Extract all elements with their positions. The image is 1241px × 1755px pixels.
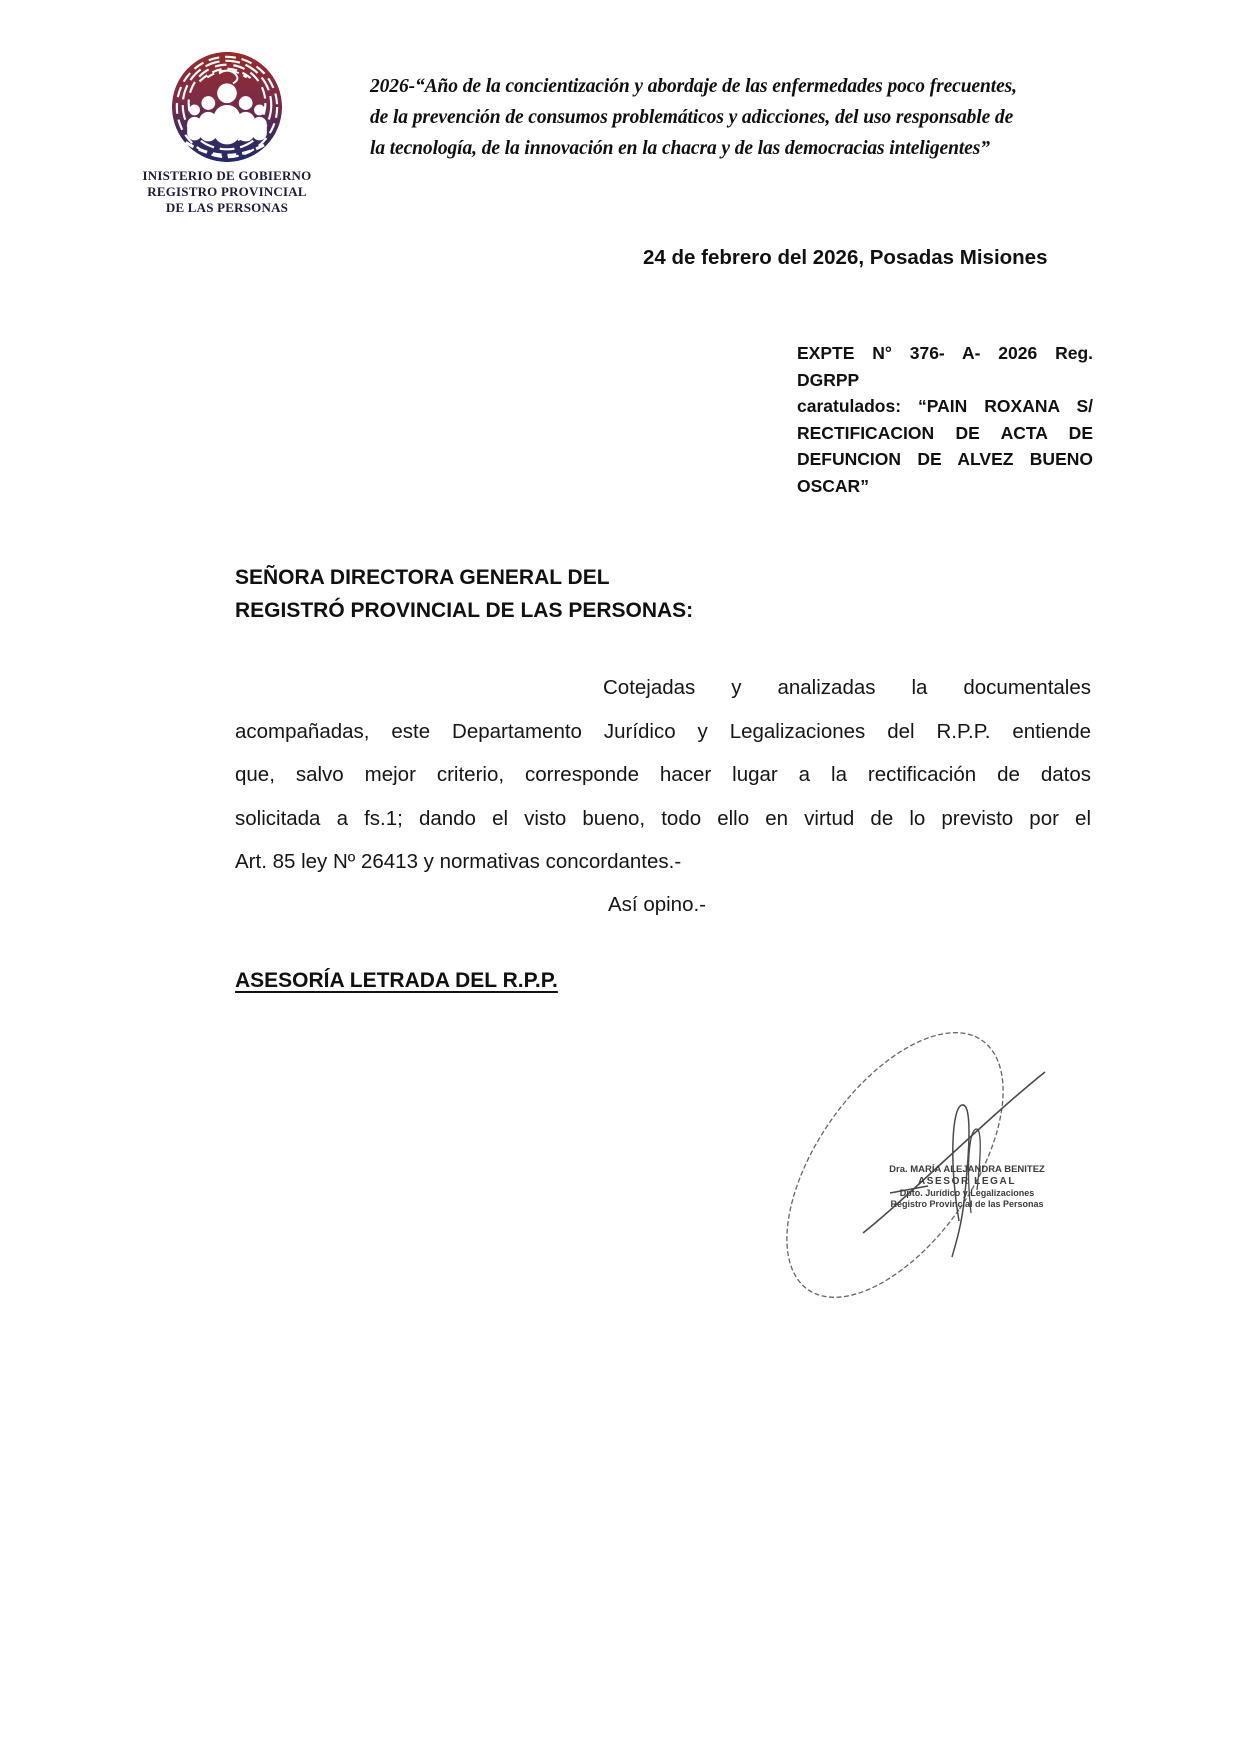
stamp [888, 1164, 1046, 1210]
stamp-line: Registro Provincial de las Personas [890, 1198, 1044, 1209]
logo-caption-line: REGISTRO PROVINCIAL [147, 184, 307, 199]
expte-line: DEFUNCION DE ALVEZ BUENO [797, 449, 1093, 469]
salutation-line: SEÑORA DIRECTORA GENERAL DEL [235, 566, 610, 589]
quote-line: 2026-“Año de la concientización y abordaje de las enfermedades poco frecuentes, [370, 76, 1017, 97]
expte-line: RECTIFICACION DE ACTA DE [797, 422, 1093, 443]
logo-caption-line: INISTERIO DE GOBIERNO [142, 168, 312, 183]
body-line: Cotejadas y analizadas la documentales [603, 676, 1091, 699]
salutation [235, 561, 693, 627]
expte-reference [797, 340, 1093, 499]
stamp-line: ASESOR LEGAL [917, 1175, 1017, 1187]
expte-line: EXPTE N° 376- A- 2026 Reg. DGRPP [797, 343, 1093, 390]
body-line: Art. 85 ley Nº 26413 y normativas concordantes.- [235, 850, 682, 873]
quote-line: de la prevención de consumos problemáticos y adicciones, del uso responsable de [370, 107, 1014, 128]
body-line: acompañadas, este Departamento Jurídico y Legalizaciones del R.P.P. entiende [235, 719, 1091, 743]
date-line: 24 de febrero del 2026, Posadas Misiones [643, 246, 1048, 269]
signature-heading: ASESORÍA LETRADA DEL R.P.P. [235, 969, 558, 992]
header-year-quote [370, 71, 1100, 164]
quote-line: la tecnología, de la innovación en la chacra y de las democracias inteligentes” [370, 138, 990, 159]
salutation-line: REGISTRÓ PROVINCIAL DE LAS PERSONAS: [235, 599, 694, 622]
stamp-line: Dpto. Jurídico y Legalizaciones [899, 1187, 1035, 1198]
expte-line: caratulados: “PAIN ROXANA S/ [797, 396, 1093, 416]
closing-opinion: Así opino.- [608, 893, 706, 916]
logo-caption [118, 168, 336, 216]
ministry-fingerprint-logo-icon [168, 48, 286, 166]
body-paragraph [235, 666, 1091, 884]
logo-caption-line: DE LAS PERSONAS [165, 200, 289, 215]
stamp-line: Dra. MARÍA ALEJANDRA BENITEZ [889, 1164, 1045, 1175]
body-line: solicitada a fs.1; dando el visto bueno, todo ello en virtud de lo previsto por el [235, 806, 1091, 830]
expte-line: OSCAR” [797, 475, 869, 496]
body-line: que, salvo mejor criterio, corresponde hacer lugar a la rectificación de datos [235, 763, 1091, 786]
